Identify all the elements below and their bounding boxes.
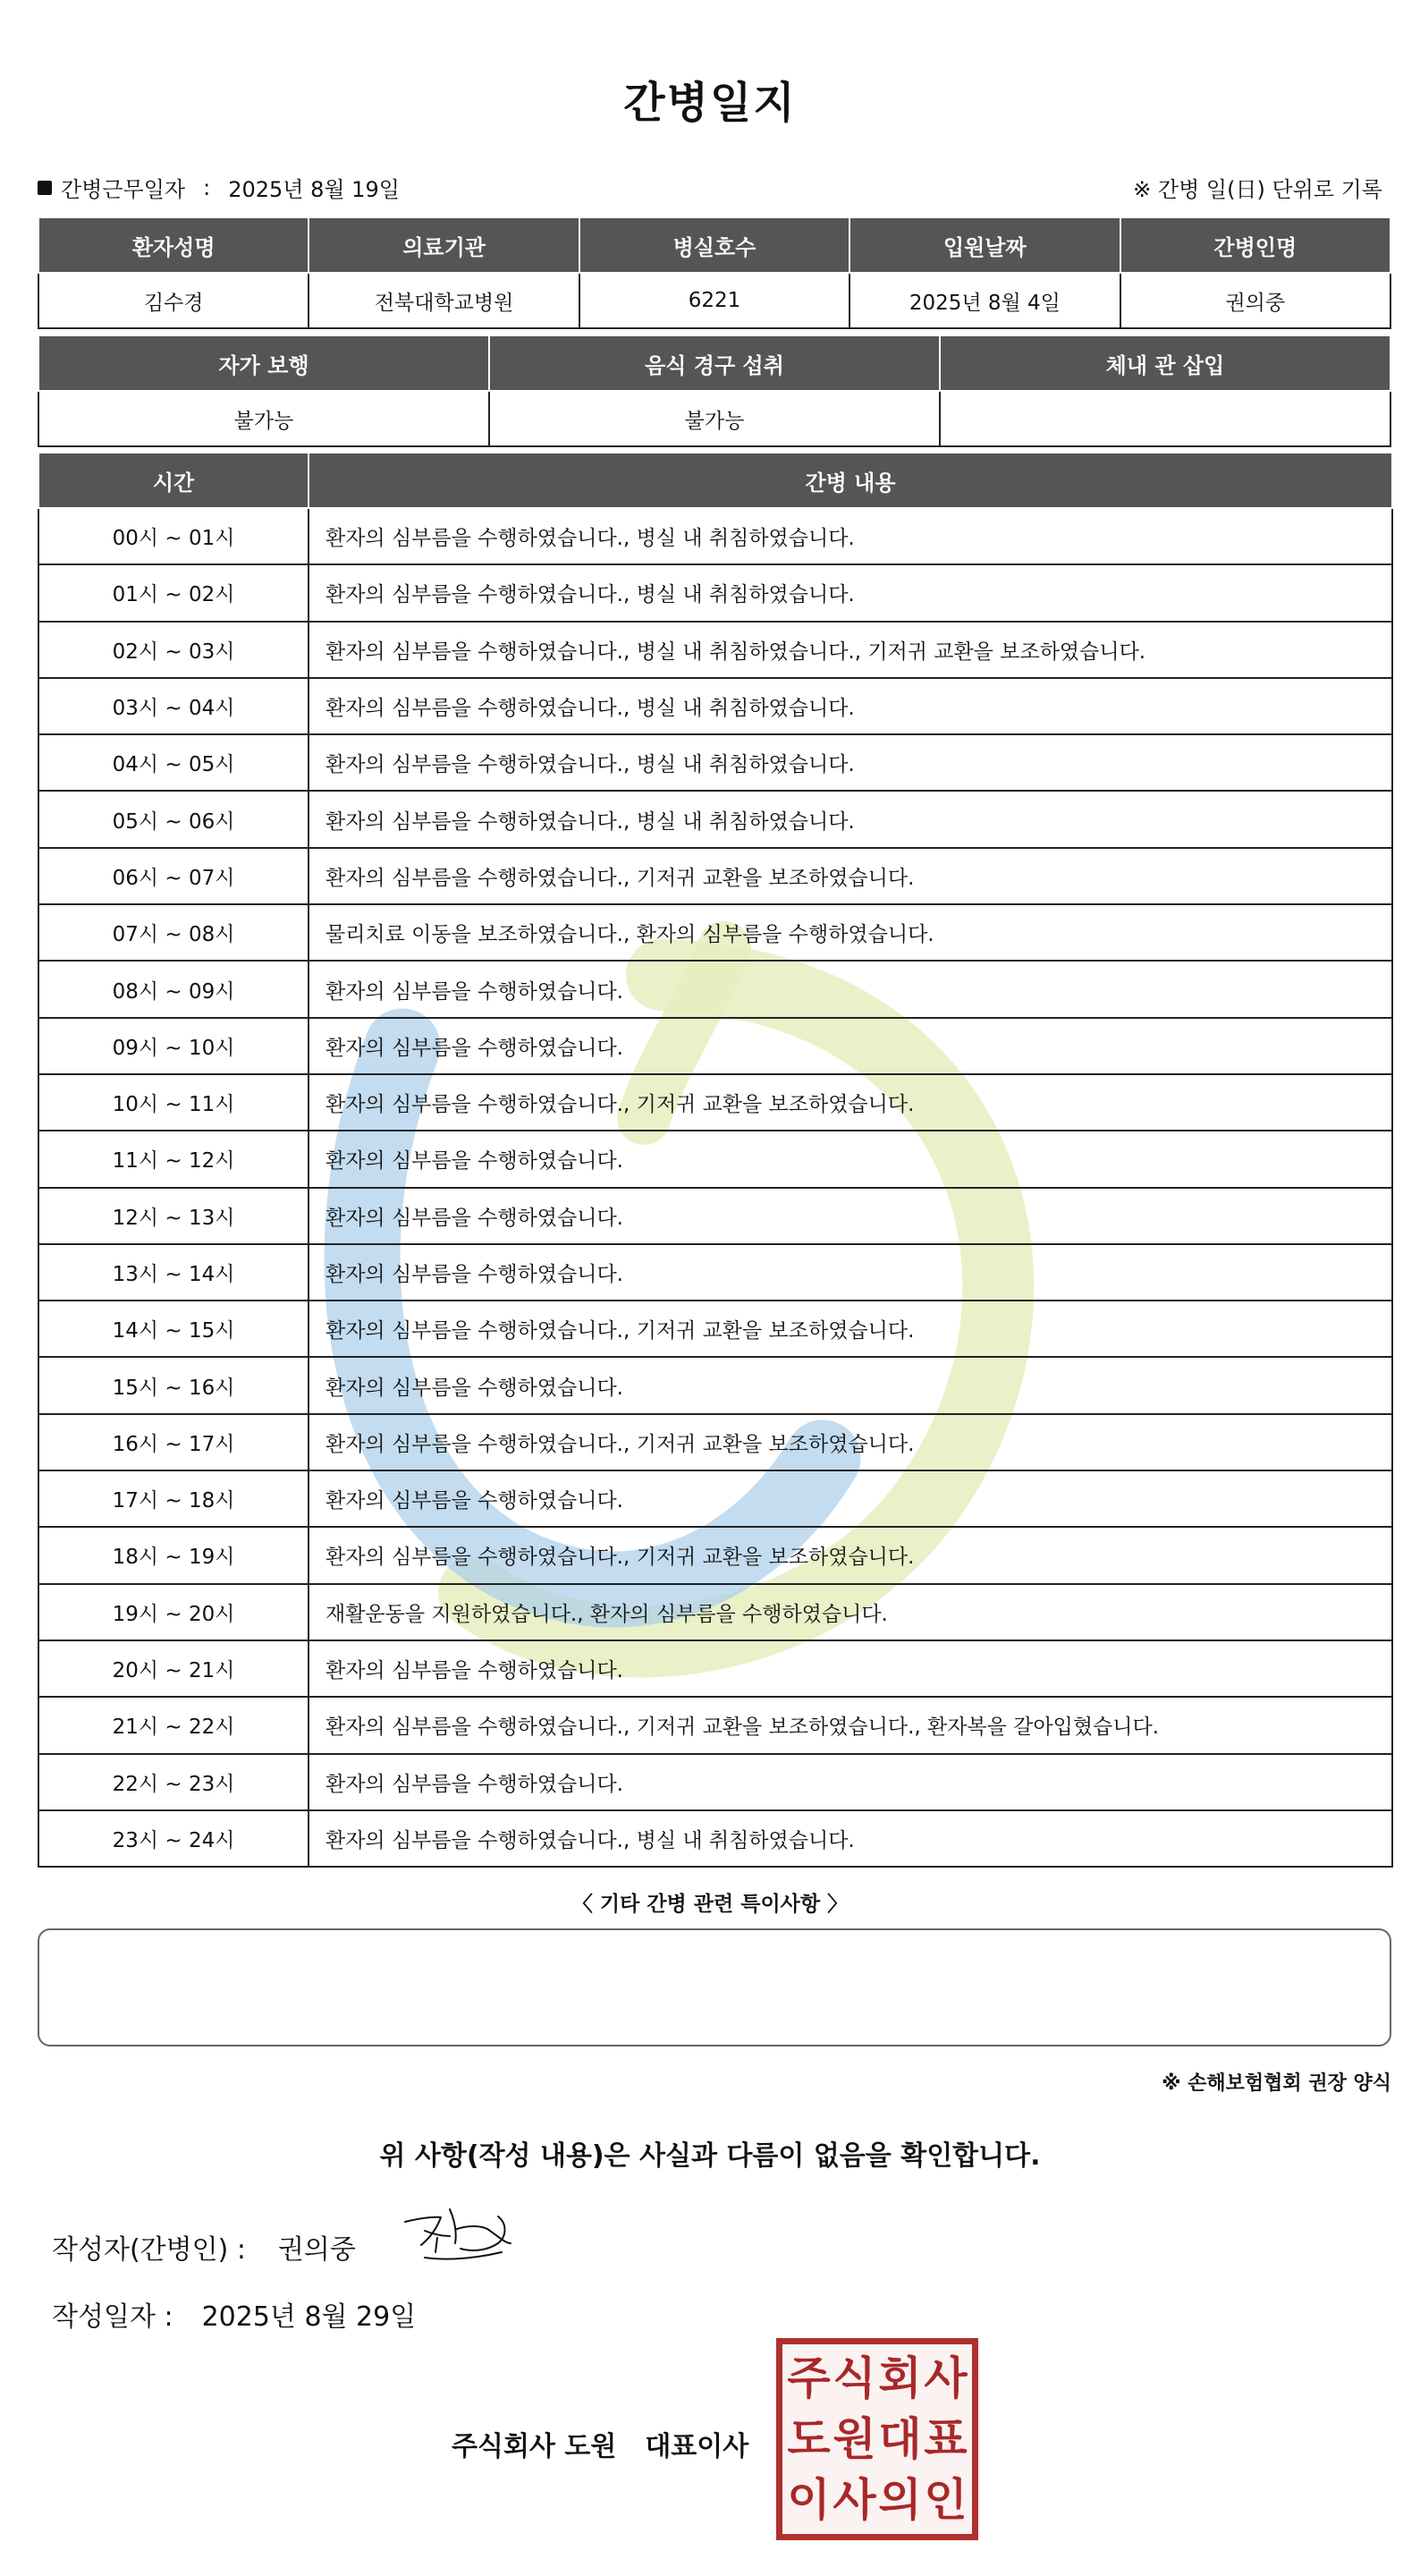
seal-character: 식 bbox=[833, 2352, 876, 2404]
seal-character: 주 bbox=[787, 2352, 831, 2404]
log-time: 01시 ~ 02시 bbox=[38, 564, 309, 621]
log-content: 재활운동을 지원하였습니다., 환자의 심부름을 수행하였습니다. bbox=[309, 1584, 1392, 1640]
status-header-row bbox=[38, 335, 1390, 391]
seal-character: 이 bbox=[787, 2474, 831, 2526]
written-date-label: 작성일자 : bbox=[52, 2301, 173, 2333]
log-time: 17시 ~ 18시 bbox=[38, 1470, 309, 1527]
log-content: 환자의 심부름을 수행하였습니다. bbox=[309, 1754, 1392, 1810]
log-row bbox=[38, 961, 1392, 1017]
patient-header-row bbox=[38, 217, 1390, 273]
log-row bbox=[38, 564, 1392, 621]
seal-character: 사 bbox=[833, 2474, 876, 2526]
log-content: 환자의 심부름을 수행하였습니다., 병실 내 취침하였습니다. bbox=[309, 791, 1392, 847]
log-row bbox=[38, 1357, 1392, 1413]
special-notes-box bbox=[38, 1928, 1391, 2046]
log-content: 환자의 심부름을 수행하였습니다. bbox=[309, 1470, 1392, 1527]
log-time: 00시 ~ 01시 bbox=[38, 508, 309, 564]
log-row bbox=[38, 1527, 1392, 1583]
log-time: 19시 ~ 20시 bbox=[38, 1584, 309, 1640]
log-row bbox=[38, 508, 1392, 564]
log-time: 14시 ~ 15시 bbox=[38, 1301, 309, 1357]
company-line bbox=[452, 2424, 748, 2463]
work-date-value: 2025년 8월 19일 bbox=[228, 177, 400, 202]
log-header-row bbox=[38, 453, 1392, 508]
header-care-content: 간병 내용 bbox=[309, 453, 1392, 508]
patient-info-table bbox=[38, 216, 1391, 329]
log-row bbox=[38, 1754, 1392, 1810]
bullet-square-icon bbox=[38, 181, 52, 195]
unit-note: ※ 간병 일(日) 단위로 기록 bbox=[1133, 177, 1382, 202]
log-content: 환자의 심부름을 수행하였습니다. bbox=[309, 1640, 1392, 1697]
log-time: 22시 ~ 23시 bbox=[38, 1754, 309, 1810]
author-label: 작성자(간병인) : bbox=[52, 2234, 246, 2266]
log-time: 21시 ~ 22시 bbox=[38, 1697, 309, 1753]
walking-status: 불가능 bbox=[38, 391, 489, 446]
meta-row bbox=[38, 172, 1382, 204]
log-row bbox=[38, 904, 1392, 961]
log-row bbox=[38, 1414, 1392, 1470]
log-content: 환자의 심부름을 수행하였습니다., 기저귀 교환을 보조하였습니다. bbox=[309, 1074, 1392, 1131]
seal-character: 도 bbox=[787, 2413, 831, 2465]
header-room: 병실호수 bbox=[579, 217, 849, 273]
log-time: 09시 ~ 10시 bbox=[38, 1018, 309, 1074]
log-content: 환자의 심부름을 수행하였습니다. bbox=[309, 1018, 1392, 1074]
log-time: 15시 ~ 16시 bbox=[38, 1357, 309, 1413]
log-time: 08시 ~ 09시 bbox=[38, 961, 309, 1017]
log-time: 05시 ~ 06시 bbox=[38, 791, 309, 847]
seal-character: 인 bbox=[924, 2474, 968, 2526]
institution: 전북대학교병원 bbox=[309, 273, 579, 328]
log-row bbox=[38, 1188, 1392, 1244]
header-oral-intake: 음식 경구 섭취 bbox=[489, 335, 940, 391]
log-content: 환자의 심부름을 수행하였습니다. bbox=[309, 961, 1392, 1017]
header-patient-name: 환자성명 bbox=[38, 217, 309, 273]
log-content: 환자의 심부름을 수행하였습니다., 기저귀 교환을 보조하였습니다., 환자복을 갈아입혔습니다. bbox=[309, 1697, 1392, 1753]
tube-insertion-status bbox=[940, 391, 1390, 446]
log-row bbox=[38, 1018, 1392, 1074]
confirmation-statement: 위 사항(작성 내용)은 사실과 다름이 없음을 확인합니다. bbox=[379, 2140, 1041, 2172]
log-row bbox=[38, 734, 1392, 791]
log-content: 환자의 심부름을 수행하였습니다. bbox=[309, 1131, 1392, 1187]
log-content: 물리치료 이동을 보조하였습니다., 환자의 심부름을 수행하였습니다. bbox=[309, 904, 1392, 961]
oral-intake-status: 불가능 bbox=[489, 391, 940, 446]
company-name: 주식회사 도원 bbox=[452, 2431, 617, 2462]
seal-character: 대 bbox=[878, 2413, 922, 2465]
work-date-label: 간병근무일자 bbox=[61, 177, 186, 202]
work-date-group bbox=[38, 172, 400, 203]
log-time: 12시 ~ 13시 bbox=[38, 1188, 309, 1244]
author-line bbox=[52, 2227, 356, 2267]
log-body bbox=[38, 508, 1392, 1867]
seal-character: 원 bbox=[833, 2413, 876, 2465]
log-content: 환자의 심부름을 수행하였습니다., 기저귀 교환을 보조하였습니다. bbox=[309, 1414, 1392, 1470]
log-content: 환자의 심부름을 수행하였습니다., 기저귀 교환을 보조하였습니다. bbox=[309, 848, 1392, 904]
log-content: 환자의 심부름을 수행하였습니다., 병실 내 취침하였습니다. bbox=[309, 564, 1392, 621]
author-name: 권의중 bbox=[277, 2234, 356, 2266]
status-value-row bbox=[38, 391, 1390, 446]
log-time: 20시 ~ 21시 bbox=[38, 1640, 309, 1697]
header-admission-date: 입원날짜 bbox=[849, 217, 1120, 273]
care-log-table bbox=[38, 452, 1393, 1868]
log-time: 07시 ~ 08시 bbox=[38, 904, 309, 961]
log-content: 환자의 심부름을 수행하였습니다., 병실 내 취침하였습니다. bbox=[309, 734, 1392, 791]
log-time: 16시 ~ 17시 bbox=[38, 1414, 309, 1470]
log-content: 환자의 심부름을 수행하였습니다. bbox=[309, 1244, 1392, 1301]
patient-status-table bbox=[38, 335, 1391, 447]
log-row bbox=[38, 678, 1392, 734]
header-walking: 자가 보행 bbox=[38, 335, 489, 391]
room-number: 6221 bbox=[579, 273, 849, 328]
log-row bbox=[38, 1810, 1392, 1867]
log-time: 10시 ~ 11시 bbox=[38, 1074, 309, 1131]
log-content: 환자의 심부름을 수행하였습니다., 병실 내 취침하였습니다., 기저귀 교환을 보조하였습니다. bbox=[309, 622, 1392, 678]
log-content: 환자의 심부름을 수행하였습니다. bbox=[309, 1357, 1392, 1413]
seal-character: 사 bbox=[924, 2352, 968, 2404]
log-row bbox=[38, 1584, 1392, 1640]
header-caregiver: 간병인명 bbox=[1120, 217, 1390, 273]
log-time: 13시 ~ 14시 bbox=[38, 1244, 309, 1301]
work-date-separator: : bbox=[203, 174, 211, 200]
written-date-line bbox=[52, 2294, 416, 2334]
patient-value-row bbox=[38, 273, 1390, 328]
form-footnote: ※ 손해보험협회 권장 양식 bbox=[1162, 2072, 1391, 2095]
company-seal-stamp bbox=[776, 2338, 978, 2540]
written-date-value: 2025년 8월 29일 bbox=[201, 2301, 417, 2333]
log-content: 환자의 심부름을 수행하였습니다., 기저귀 교환을 보조하였습니다. bbox=[309, 1301, 1392, 1357]
log-time: 18시 ~ 19시 bbox=[38, 1527, 309, 1583]
log-time: 23시 ~ 24시 bbox=[38, 1810, 309, 1867]
seal-character: 표 bbox=[924, 2413, 968, 2465]
log-time: 11시 ~ 12시 bbox=[38, 1131, 309, 1187]
log-row bbox=[38, 1244, 1392, 1301]
log-row bbox=[38, 791, 1392, 847]
log-content: 환자의 심부름을 수행하였습니다., 기저귀 교환을 보조하였습니다. bbox=[309, 1527, 1392, 1583]
log-content: 환자의 심부름을 수행하였습니다., 병실 내 취침하였습니다. bbox=[309, 678, 1392, 734]
log-row bbox=[38, 1301, 1392, 1357]
log-content: 환자의 심부름을 수행하였습니다., 병실 내 취침하였습니다. bbox=[309, 1810, 1392, 1867]
log-time: 06시 ~ 07시 bbox=[38, 848, 309, 904]
log-row bbox=[38, 1640, 1392, 1697]
log-row bbox=[38, 1697, 1392, 1753]
log-time: 02시 ~ 03시 bbox=[38, 622, 309, 678]
header-time: 시간 bbox=[38, 453, 309, 508]
log-row bbox=[38, 622, 1392, 678]
log-row bbox=[38, 848, 1392, 904]
company-role: 대표이사 bbox=[645, 2431, 749, 2462]
log-row bbox=[38, 1131, 1392, 1187]
page-title: 간병일지 bbox=[623, 78, 797, 128]
admission-date: 2025년 8월 4일 bbox=[849, 273, 1120, 328]
seal-character: 의 bbox=[878, 2474, 922, 2526]
log-row bbox=[38, 1470, 1392, 1527]
caregiver-name: 권의중 bbox=[1120, 273, 1390, 328]
seal-character: 회 bbox=[878, 2352, 922, 2404]
log-time: 04시 ~ 05시 bbox=[38, 734, 309, 791]
log-content: 환자의 심부름을 수행하였습니다., 병실 내 취침하였습니다. bbox=[309, 508, 1392, 564]
log-content: 환자의 심부름을 수행하였습니다. bbox=[309, 1188, 1392, 1244]
header-tube-insertion: 체내 관 삽입 bbox=[940, 335, 1390, 391]
header-institution: 의료기관 bbox=[309, 217, 579, 273]
log-row bbox=[38, 1074, 1392, 1131]
special-notes-title: 〈 기타 간병 관련 특이사항 〉 bbox=[571, 1893, 849, 1916]
patient-name: 김수경 bbox=[38, 273, 309, 328]
signature-icon bbox=[398, 2202, 519, 2267]
log-time: 03시 ~ 04시 bbox=[38, 678, 309, 734]
